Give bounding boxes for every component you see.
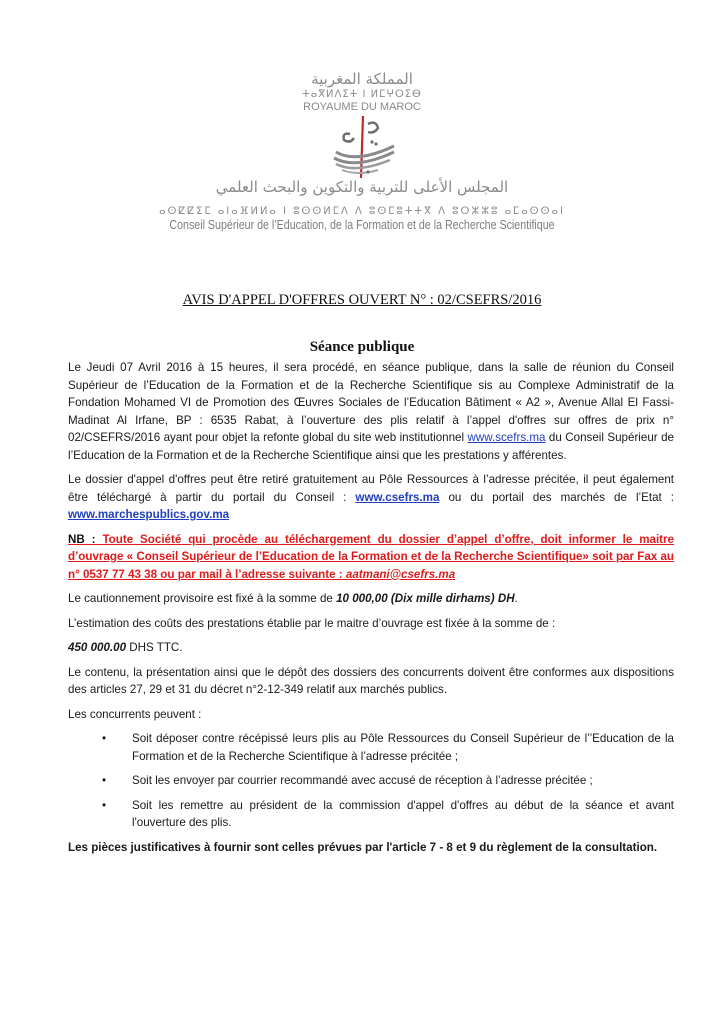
dossier-text: Le dossier d'appel d'offres peut être retiré gratuitement au Pôle Ressources à l’adresse précitée, il peut également être téléchargé à partir du portail du Conseil :: [68, 473, 674, 504]
estimation-amount: 450 000.00: [68, 641, 127, 654]
caution-amount: 10 000,00 (Dix mille dirhams) DH: [336, 592, 515, 605]
csefrs-link[interactable]: www.csefrs.ma: [355, 490, 440, 504]
list-item: [102, 730, 674, 765]
csefrs-logo-icon: [322, 114, 402, 180]
bullet-icon: •: [102, 774, 107, 787]
marchespublics-link[interactable]: www.marchespublics.gov.ma: [68, 508, 230, 521]
list-item: [102, 797, 674, 832]
list-item-text: Soit déposer contre récépissé leurs plis au Pôle Ressources du Conseil Supérieur de l’’Education de la Formation et de la Recherche Scientifique à l’adresse précitée ;: [132, 732, 674, 763]
session-text: Le Jeudi 07 Avril 2016 à 15 heures, il sera procédé, en séance publique, dans la salle de réunion du Conseil Supérieur de l’Education de la Formation et de la Recherche Scientifique sis au Complexe Administratif de la Fondation Mohamed VI de Promotion des Œuvres Sociales de l’Education Bâtiment « A2 », Avenue Allal El Fassi-Madinat Al Irfane, BP : 6535 Rabat, à l’ouverture des plis relatif à l’appel d'offres sur offres de prix n° 02/CSEFRS/2016 ayant pour objet la refonte global du site web institutionnel: [68, 361, 674, 444]
council-arabic: المجلس الأعلى للتربية والتكوين والبحث العلمي: [215, 178, 509, 196]
kingdom-french: ROYAUME DU MAROC: [303, 101, 421, 113]
council-french: Conseil Supérieur de l’Education, de la Formation et de la Recherche Scientifique: [169, 217, 555, 232]
session-text-end: du Conseil Supérieur de l’Education de la Formation et de la Recherche Scientifique ainsi que les prestations y afférentes.: [68, 431, 674, 462]
nb-text: Toute Société qui procède au téléchargement du dossier d’appel d’offre, doit informer le maitre d’ouvrage « Conseil Supérieur de l’Education de la Formation et de la Recherche Scientifique» soit par Fax au n° 0537 77 43 38 ou par mail à l’adresse suivante :: [68, 532, 675, 581]
paragraph-closing: Les pièces justificatives à fournir sont celles prévues par l'article 7 - 8 et 9 du règlement de la consultation.: [68, 840, 658, 854]
estimation-currency: DHS TTC.: [126, 641, 183, 654]
paragraph-dossier: [68, 471, 674, 524]
paragraph-conformity: Le contenu, la présentation ainsi que le dépôt des dossiers des concurrents doivent être conformes aux dispositions des articles 27, 29 et 31 du décret n°2-12-349 relatif aux marchés publics.: [68, 665, 674, 696]
dossier-text-between: ou du portail des marchés de l’Etat :: [439, 490, 674, 504]
list-item: [102, 772, 674, 790]
caution-end: .: [514, 592, 518, 605]
submission-options-list: [68, 730, 674, 832]
scefrs-link[interactable]: www.scefrs.ma: [467, 431, 546, 444]
paragraph-estimation-amount: [68, 639, 674, 657]
nb-notice: [68, 531, 674, 584]
nb-email[interactable]: aatmani@csefrs.ma: [345, 567, 456, 581]
list-item-text: Soit les remettre au président de la commission d'appel d'offres au début de la séance et avant l'ouverture des plis.: [132, 798, 674, 829]
council-tifinagh: ⴰⵙⵇⵇⵉⵎ ⴰⵏⴰⴼⵍⵍⴰ ⵏ ⵓⵙⵙⵍⵎⴷ ⴷ ⵓⵙⵎⵓⵜⵜⴳ ⴷ ⵓⵔⵣⵣⵓ ⴰⵎⴰⵙⵙⴰⵏ: [159, 206, 565, 217]
kingdom-arabic: المملكة المغربية: [311, 70, 413, 88]
document-title: AVIS D'APPEL D'OFFRES OUVERT N° : 02/CSEFRS/2016: [182, 292, 542, 308]
list-item-text: Soit les envoyer par courrier recommandé avec accusé de réception à l’adresse précitée ;: [132, 774, 593, 787]
paragraph-candidates: Les concurrents peuvent :: [68, 707, 202, 721]
paragraph-session: [68, 359, 674, 464]
kingdom-tifinagh: ⵜⴰⴳⵍⴷⵉⵜ ⵏ ⵍⵎⵖⵔⵉⴱ: [302, 89, 422, 100]
paragraph-caution: [68, 590, 674, 608]
document-body: [68, 359, 674, 863]
paragraph-estimation: L’estimation des coûts des prestations établie par le maitre d’ouvrage est fixée à la somme de :: [68, 616, 556, 630]
bullet-icon: •: [102, 732, 107, 745]
document-subtitle: Séance publique: [309, 339, 415, 355]
caution-text: Le cautionnement provisoire est fixé à la somme de: [68, 592, 337, 605]
bullet-icon: •: [102, 798, 107, 812]
nb-label: NB :: [68, 532, 96, 546]
